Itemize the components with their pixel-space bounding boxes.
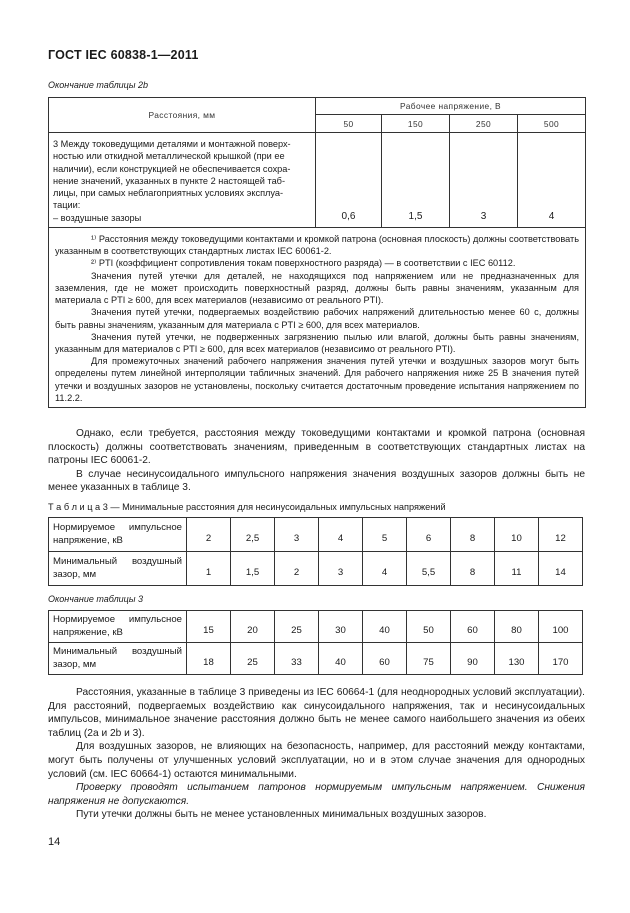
row-text-line: – воздушные зазоры — [53, 212, 142, 223]
table-cell: 50 — [407, 611, 451, 643]
table-3-title: Т а б л и ц а 3 — Минимальные расстояния для несинусоидальных импульсных напряжений — [48, 502, 446, 512]
paragraph: Проверку проводят испытанием патронов нормируемым импульсным напряжением. Снижения напряжения не допускаются. — [48, 782, 585, 807]
footnote-1: ¹⁾ Расстояния между токоведущими контактами и кромкой патрона (основная плоскость) должны соответствовать указанным в соответствующих стандартных листах IEC 60061-2. — [55, 234, 580, 257]
table-cell: 15 — [187, 611, 231, 643]
paragraph: Расстояния, указанные в таблице 3 приведены из IEC 60664-1 (для неоднородных условий эксплуатации). Для расстояний, подвергаемых воздействию как синусоидального напряжения, так и несинусоидальных импульсов, минимальное значение расстояния должно быть не менее самого наибольшего значения из обеих таблиц (2a и 2b и 3). — [48, 687, 585, 739]
table-cell: 14 — [539, 552, 583, 586]
distances-header: Расстояния, мм — [49, 98, 316, 133]
voltage-header: Рабочее напряжение, В — [316, 98, 586, 115]
footnote-note: Значения путей утечки, не подверженных загрязнению пылью или влагой, должны быть равны значениям, указанным для материалов с PTI ≥ 600, для всех материалов (независимо от реального PTI). — [55, 331, 580, 354]
value-cell: 3 — [450, 133, 518, 228]
row-label: Нормируемое импульсное напряжение, кВ — [49, 518, 187, 552]
table-cell: 12 — [539, 518, 583, 552]
paragraph: Пути утечки должны быть не менее установленных минимальных воздушных зазоров. — [76, 809, 487, 821]
row-label: Минимальный воздушный зазор, мм — [49, 643, 187, 675]
row-text-line: 3 Между токоведущими деталями и монтажной поверх- — [53, 139, 291, 149]
row-label: Минимальный воздушный зазор, мм — [49, 552, 187, 586]
paragraph: Для воздушных зазоров, не влияющих на безопасность, например, для расстояний между контактами, могут быть получены от улучшенных условий эксплуатации, но и в этом случае значения для однородных условий (см. IEC 60664-1) остаются минимальными. — [48, 741, 585, 780]
table-2b-caption: Окончание таблицы 2b — [48, 80, 148, 90]
table-cell: 5 — [363, 518, 407, 552]
table-cell: 1 — [187, 552, 231, 586]
table-cell: 40 — [319, 643, 363, 675]
footnote-2: ²⁾ PTI (коэффициент сопротивления токам поверхностного разряда) — в соответствии с IEC 60112. — [91, 258, 516, 269]
table-3 — [48, 517, 583, 586]
table-cell: 10 — [495, 518, 539, 552]
table-footnotes — [49, 228, 586, 408]
row-3-description — [49, 133, 316, 228]
table-cell: 60 — [363, 643, 407, 675]
voltage-col: 50 — [316, 115, 382, 133]
document-header: ГОСТ IEC 60838-1—2011 — [48, 48, 199, 62]
row-text-line: ностью или откидной металлической крышкой (при ее — [53, 151, 285, 162]
table-cell: 2 — [187, 518, 231, 552]
footnote-note: Для промежуточных значений рабочего напряжения значения путей утечки и воздушных зазоров могут быть определены путем линейной интерполяции табличных значений. Для рабочего напряжения ниже 25 В значения путей утечки и воздушных зазоров не установлены, поскольку считается достаточным проведение испытания напряжением по 11.2.2. — [55, 356, 580, 403]
table-cell: 18 — [187, 643, 231, 675]
table-cell: 6 — [407, 518, 451, 552]
voltage-col: 150 — [382, 115, 450, 133]
voltage-col: 250 — [450, 115, 518, 133]
table-cell: 4 — [319, 518, 363, 552]
table-cell: 8 — [451, 518, 495, 552]
footnote-note: Значения путей утечки для деталей, не находящихся под напряжением или не предназначенных для заземления, где не может происходить поверхностный разряд, должны быть равны значениям, указанным для материала с PTI ≥ 600, для всех материалов (независимо от реального PTI). — [55, 270, 580, 306]
table-cell: 2,5 — [231, 518, 275, 552]
row-text-line: тации: — [53, 200, 81, 211]
table-cell: 170 — [539, 643, 583, 675]
table-cell: 25 — [231, 643, 275, 675]
table-cell: 11 — [495, 552, 539, 586]
paragraph-block-1 — [48, 427, 585, 495]
footnote-note: Значения путей утечки, подвергаемых воздействию рабочих напряжений длительностью менее 60 с, должны быть равны значениям, указанным для материала с PTI ≥ 600, для всех материалов. — [55, 307, 580, 330]
table-2b — [48, 97, 586, 408]
table-cell: 40 — [363, 611, 407, 643]
table-3-continuation-caption: Окончание таблицы 3 — [48, 594, 143, 604]
row-label: Нормируемое импульсное напряжение, кВ — [49, 611, 187, 643]
table-cell: 33 — [275, 643, 319, 675]
row-text-line: лицы, при самых неблагоприятных условиях эксплуа- — [53, 188, 284, 199]
table-cell: 80 — [495, 611, 539, 643]
table-cell: 3 — [319, 552, 363, 586]
table-cell: 2 — [275, 552, 319, 586]
table-cell: 4 — [363, 552, 407, 586]
paragraph-block-2 — [48, 686, 585, 822]
paragraph: В случае несинусоидального импульсного напряжения значения воздушных зазоров должны быть не менее указанных в таблице 3. — [48, 468, 585, 494]
voltage-col: 500 — [518, 115, 586, 133]
table-cell: 1,5 — [231, 552, 275, 586]
table-cell: 90 — [451, 643, 495, 675]
table-cell: 75 — [407, 643, 451, 675]
row-text-line: нение значений, указанных в пункте 2 настоящей таб- — [53, 175, 286, 186]
table-cell: 25 — [275, 611, 319, 643]
table-cell: 30 — [319, 611, 363, 643]
row-text-line: наличии), если конструкцией не обеспечивается сохра- — [53, 163, 291, 174]
value-cell: 1,5 — [382, 133, 450, 228]
table-cell: 130 — [495, 643, 539, 675]
table-cell: 5,5 — [407, 552, 451, 586]
table-cell: 3 — [275, 518, 319, 552]
table-cell: 8 — [451, 552, 495, 586]
table-cell: 100 — [539, 611, 583, 643]
table-3-continuation — [48, 610, 583, 675]
page-number: 14 — [48, 836, 61, 848]
table-cell: 20 — [231, 611, 275, 643]
value-cell: 0,6 — [316, 133, 382, 228]
value-cell: 4 — [518, 133, 586, 228]
table-cell: 60 — [451, 611, 495, 643]
paragraph: Однако, если требуется, расстояния между токоведущими контактами и кромкой патрона (основная плоскость) должны соответствовать значениям, приведенным в соответствующих стандартных листах на патроны IEC 60061-2. — [48, 428, 585, 467]
